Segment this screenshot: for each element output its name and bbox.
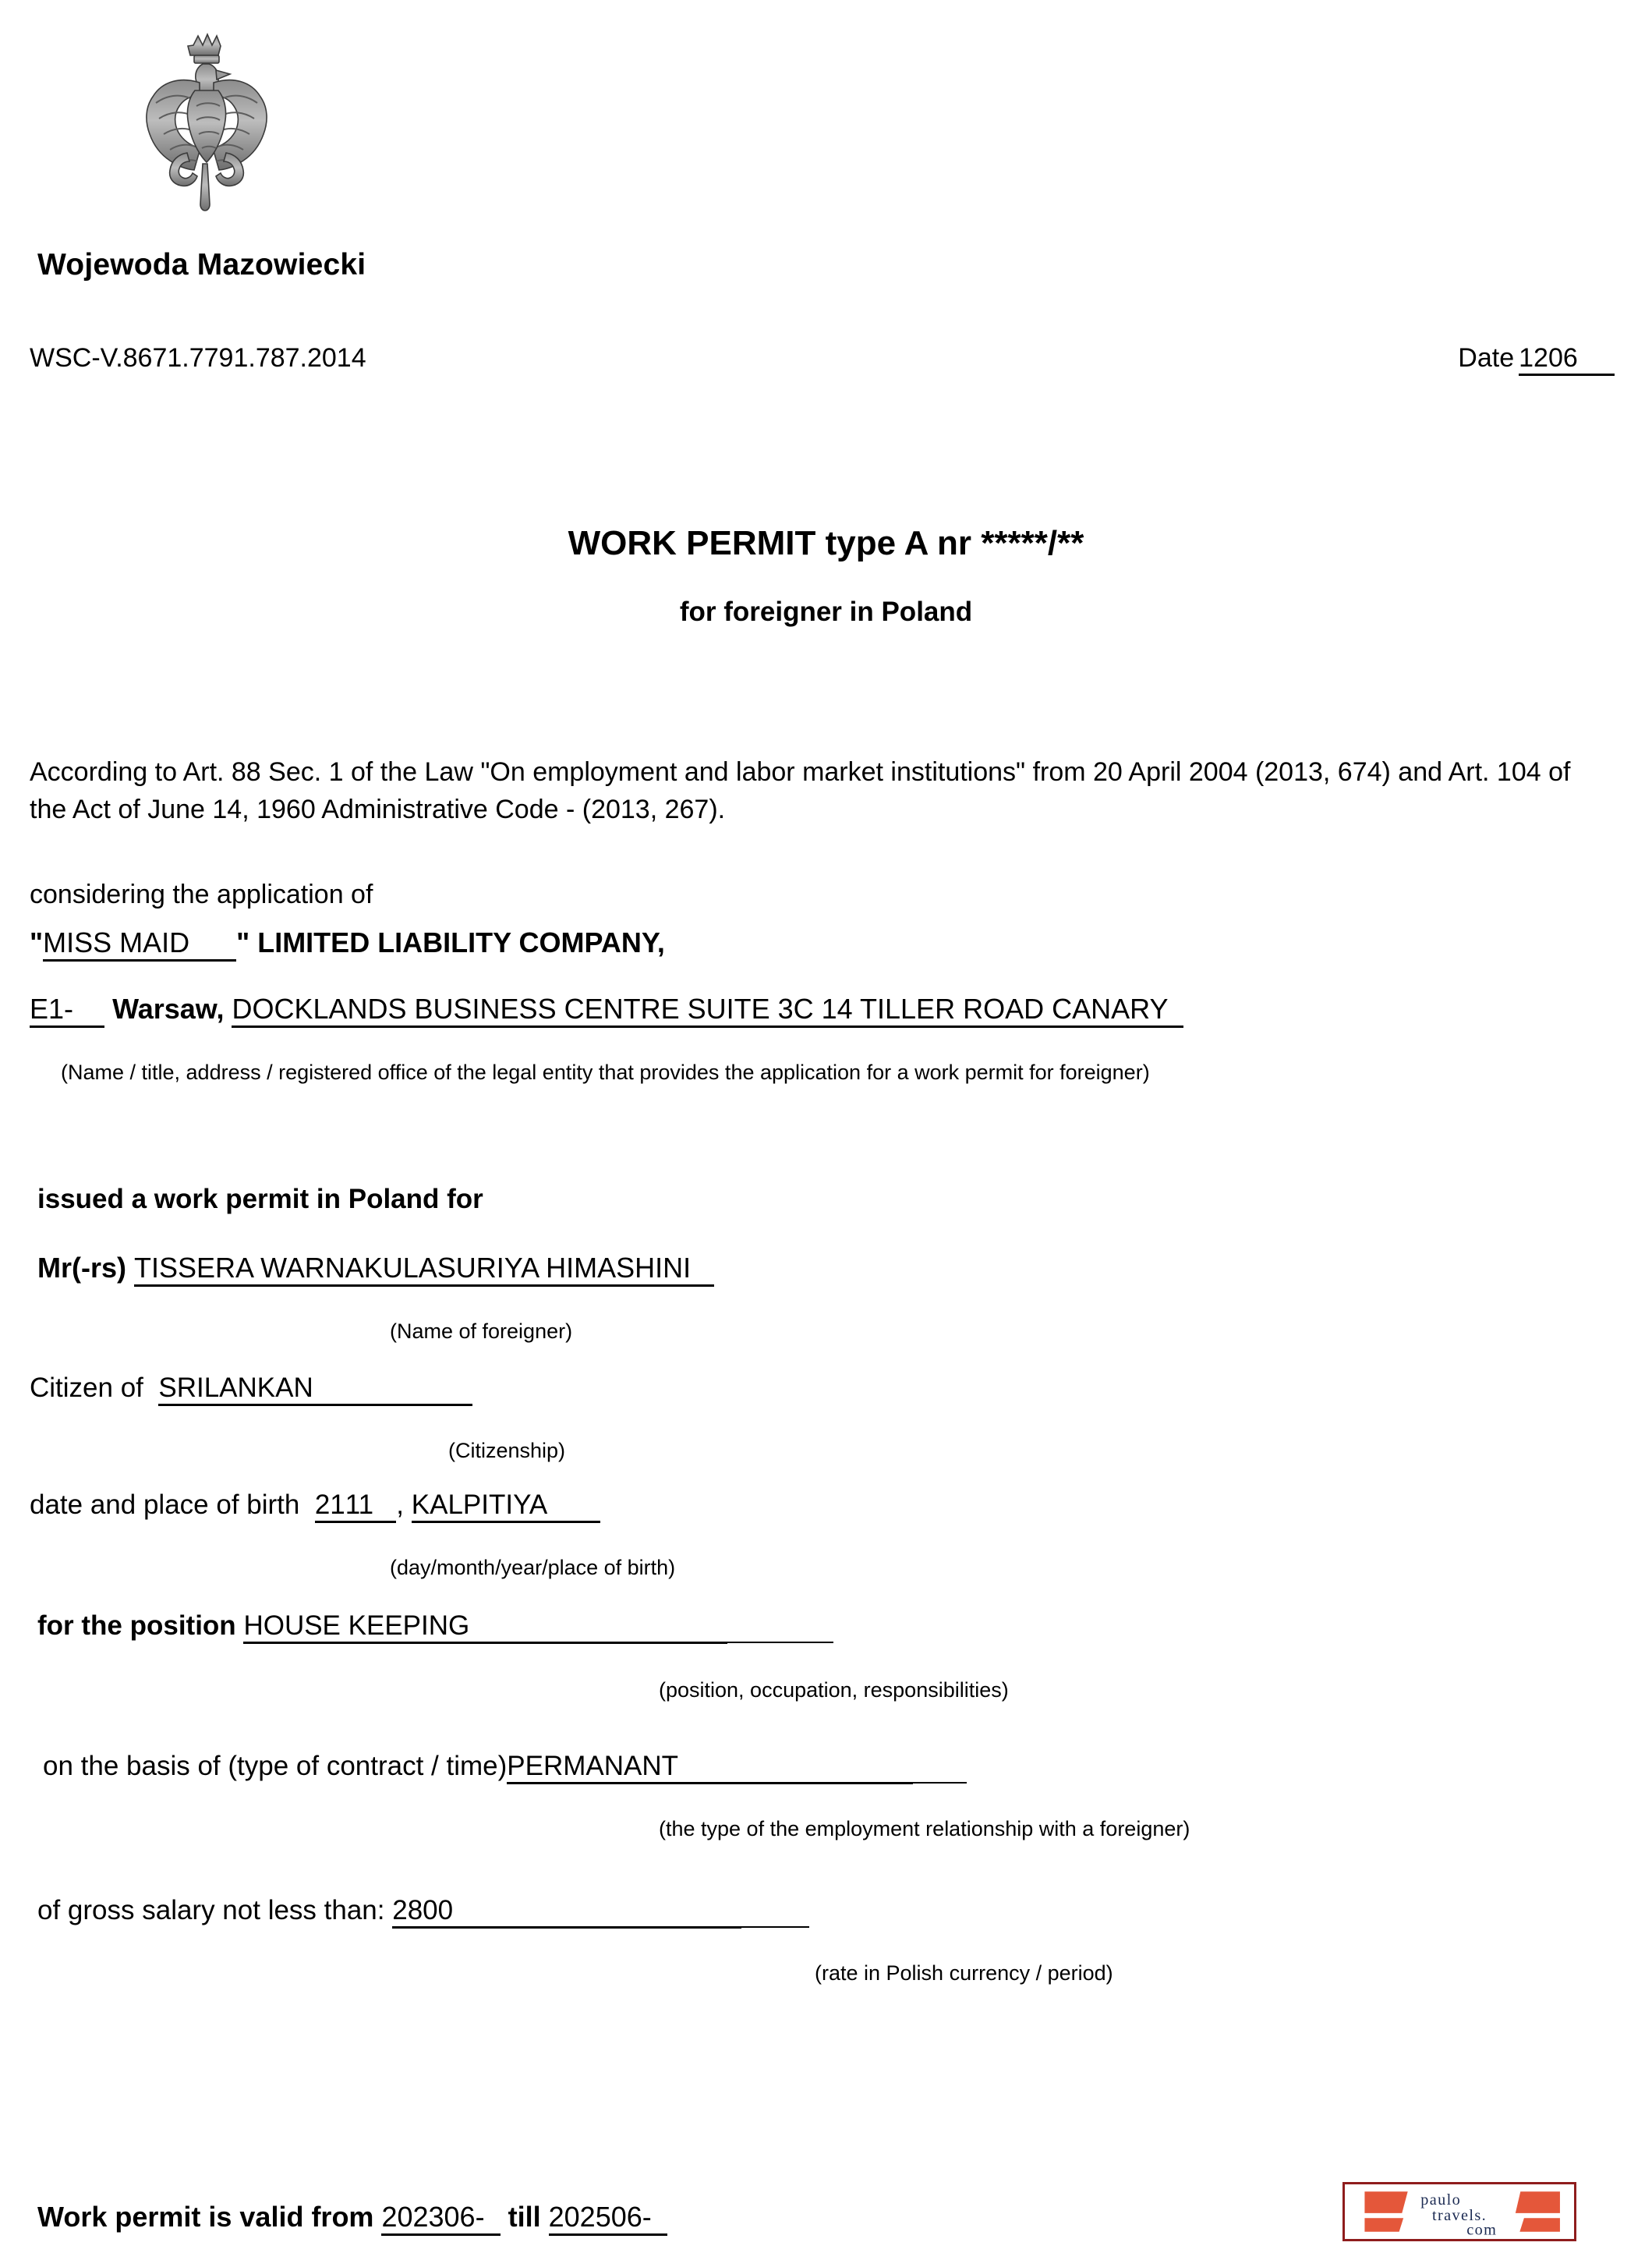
citizenship-value: SRILANKAN <box>158 1373 313 1406</box>
salary-caption: (rate in Polish currency / period) <box>815 1961 1113 1985</box>
validity-from-label: Work permit is valid from <box>37 2201 374 2233</box>
date-day: 12 <box>1519 343 1548 376</box>
birth-place-blank <box>547 1490 600 1523</box>
legal-basis-paragraph: According to Art. 88 Sec. 1 of the Law "On employment and labor market institutions" from 20 April 2004 (2013, 674) and Art. 104 of the Act of June 14, 1960 Administrative Code - (2013, 267). <box>30 757 1571 825</box>
birth-place: KALPITIYA <box>412 1490 547 1523</box>
birth-line <box>30 1490 600 1523</box>
salary-label: of gross salary not less than: <box>37 1895 385 1925</box>
date-block <box>1458 343 1615 376</box>
birth-label: date and place of birth <box>30 1490 300 1520</box>
document-title: WORK PERMIT type A nr *****/** <box>568 524 1084 562</box>
reference-number: WSC-V.8671.7791.787.2014 <box>30 343 366 373</box>
postcode-blank <box>73 993 104 1028</box>
birth-month: 11 <box>345 1490 373 1523</box>
foreigner-name-line <box>37 1252 714 1287</box>
polish-eagle-crest-icon <box>115 22 295 221</box>
paulo-travels-logo <box>1342 2182 1576 2241</box>
birth-caption: (day/month/year/place of birth) <box>390 1556 676 1579</box>
foreigner-name-blank <box>691 1252 714 1287</box>
document-subtitle: for foreigner in Poland <box>679 597 973 627</box>
validity-till-blank <box>652 2201 667 2236</box>
citizenship-line <box>30 1373 472 1406</box>
salutation: Mr(-rs) <box>37 1252 126 1284</box>
company-name: MISS MAID <box>43 926 189 962</box>
position-line <box>37 1610 833 1644</box>
salary-blank <box>453 1895 741 1929</box>
birth-separator: , <box>396 1490 405 1520</box>
contract-blank-2 <box>913 1751 966 1784</box>
svg-text:travels.: travels. <box>1432 2207 1488 2225</box>
office-title: Wojewoda Mazowiecki <box>37 248 366 282</box>
date-label: Date <box>1458 343 1515 373</box>
citizen-label: Citizen of <box>30 1373 143 1403</box>
svg-text:paulo: paulo <box>1420 2191 1462 2209</box>
considering-label: considering the application of <box>30 880 373 909</box>
salary-value: 2800 <box>392 1895 453 1929</box>
svg-text:com: com <box>1466 2221 1498 2239</box>
company-form: LIMITED LIABILITY COMPANY, <box>257 926 665 958</box>
foreigner-name: TISSERA WARNAKULASURIYA HIMASHINI <box>134 1252 691 1287</box>
position-label: for the position <box>37 1610 236 1641</box>
salary-line <box>37 1895 809 1929</box>
contract-label: on the basis of (type of contract / time) <box>43 1751 508 1781</box>
position-caption: (position, occupation, responsibilities) <box>659 1678 1009 1702</box>
name-caption: (Name of foreigner) <box>390 1320 573 1343</box>
contract-type: PERMANANT <box>507 1751 678 1784</box>
validity-till-label: till <box>508 2201 541 2233</box>
city: Warsaw, <box>112 993 225 1025</box>
contract-caption: (the type of the employment relationship with a foreigner) <box>659 1817 1190 1840</box>
citizenship-caption: (Citizenship) <box>448 1439 566 1462</box>
registered-address: DOCKLANDS BUSINESS CENTRE SUITE 3C 14 TILLER ROAD CANARY <box>232 993 1168 1028</box>
validity-from-blank <box>485 2201 501 2236</box>
salary-blank-2 <box>741 1895 810 1928</box>
company-line <box>30 926 665 962</box>
contract-line <box>43 1751 967 1784</box>
validity-line <box>37 2201 667 2236</box>
position-value: HOUSE KEEPING <box>243 1610 469 1644</box>
quote-close: " <box>236 926 250 958</box>
postcode: E1- <box>30 993 73 1028</box>
quote-open: " <box>30 926 44 958</box>
date-year-blank <box>1578 343 1615 376</box>
entity-caption: (Name / title, address / registered office of the legal entity that provides the application for a work permit for foreigner) <box>61 1061 1150 1084</box>
company-name-blank <box>189 926 236 962</box>
date-month: 06 <box>1548 343 1578 376</box>
position-blank <box>469 1610 727 1644</box>
birth-day: 21 <box>315 1490 345 1523</box>
issued-label: issued a work permit in Poland for <box>37 1184 483 1214</box>
validity-from-value: 202306- <box>381 2201 484 2236</box>
address-blank <box>1168 993 1183 1028</box>
validity-till-value: 202506- <box>549 2201 652 2236</box>
address-line <box>30 993 1183 1028</box>
contract-blank <box>678 1751 913 1784</box>
citizenship-blank <box>313 1373 472 1406</box>
birth-year-blank <box>373 1490 396 1523</box>
position-blank-2 <box>727 1610 833 1643</box>
